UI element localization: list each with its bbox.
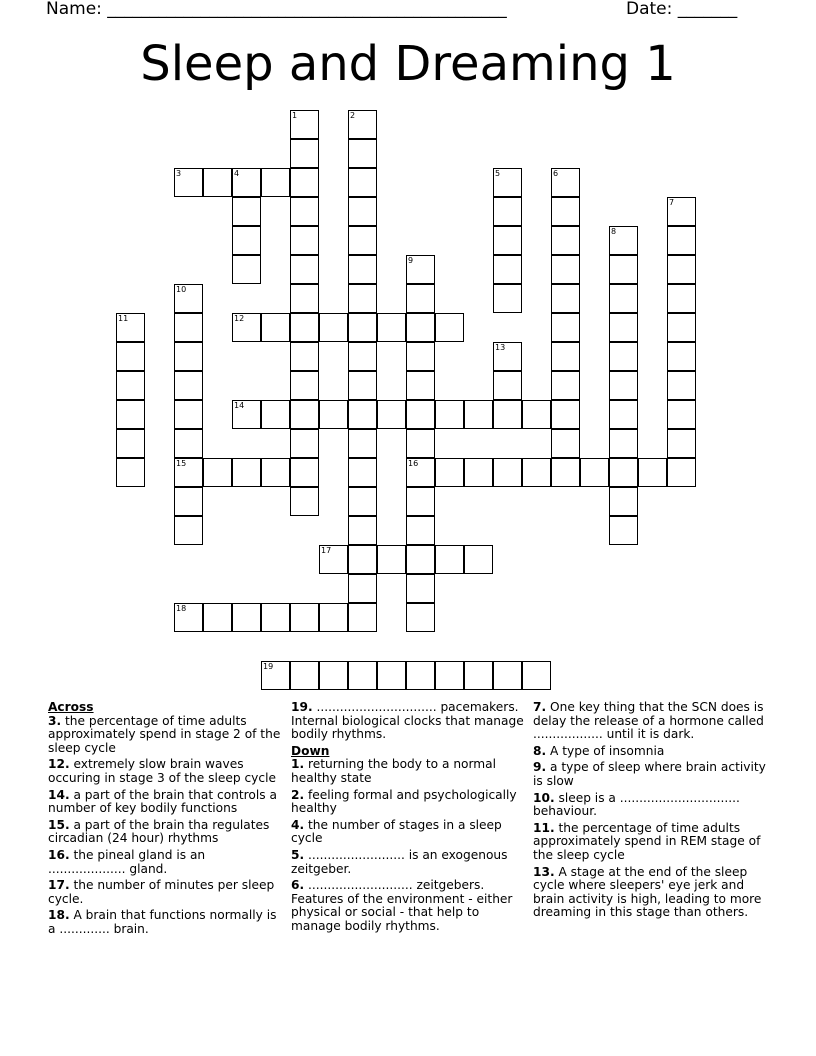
clue-down-7 bbox=[533, 701, 773, 742]
clue-number-label: 16 bbox=[408, 459, 419, 468]
grid-cell[interactable] bbox=[551, 226, 580, 255]
grid-cell[interactable] bbox=[667, 313, 696, 342]
clue-number: 19. bbox=[291, 700, 313, 714]
grid-cell[interactable] bbox=[232, 255, 261, 284]
grid-cell[interactable] bbox=[406, 429, 435, 458]
grid-cell[interactable] bbox=[290, 226, 319, 255]
grid-cell[interactable] bbox=[232, 458, 261, 487]
grid-cell[interactable] bbox=[406, 400, 435, 429]
clue-down-13 bbox=[533, 866, 773, 920]
date-field[interactable]: Date: _______ bbox=[626, 0, 738, 19]
grid-cell[interactable] bbox=[493, 284, 522, 313]
clue-number-label: 8 bbox=[611, 227, 617, 236]
grid-cell[interactable] bbox=[377, 400, 406, 429]
grid-cell[interactable] bbox=[493, 226, 522, 255]
grid-cell[interactable] bbox=[290, 313, 319, 342]
clue-down-2 bbox=[291, 789, 527, 816]
grid-cell[interactable] bbox=[464, 545, 493, 574]
clue-text: extremely slow brain waves occuring in stage 3 of the sleep cycle bbox=[48, 757, 276, 785]
grid-cell[interactable] bbox=[232, 603, 261, 632]
grid-cell[interactable] bbox=[667, 342, 696, 371]
grid-cell[interactable] bbox=[261, 168, 290, 197]
grid-cell[interactable] bbox=[290, 168, 319, 197]
grid-cell[interactable] bbox=[551, 197, 580, 226]
clue-text: sleep is a ............................... behaviour. bbox=[533, 790, 740, 819]
clue-number-label: 9 bbox=[408, 256, 414, 265]
grid-cell[interactable] bbox=[348, 661, 377, 690]
clue-number: 18. bbox=[48, 908, 70, 923]
grid-cell[interactable] bbox=[522, 400, 551, 429]
grid-cell[interactable] bbox=[667, 400, 696, 429]
grid-cell[interactable] bbox=[493, 371, 522, 400]
grid-cell[interactable] bbox=[551, 429, 580, 458]
grid-cell[interactable] bbox=[116, 458, 145, 487]
clue-down-9 bbox=[533, 761, 773, 788]
grid-cell[interactable] bbox=[319, 313, 348, 342]
grid-cell[interactable] bbox=[609, 342, 638, 371]
clue-number-label: 6 bbox=[553, 169, 559, 178]
clue-number: 13. bbox=[533, 864, 555, 879]
grid-cell[interactable] bbox=[609, 429, 638, 458]
grid-cell[interactable] bbox=[406, 313, 435, 342]
grid-cell[interactable] bbox=[348, 574, 377, 603]
grid-cell[interactable] bbox=[319, 603, 348, 632]
clue-text: the percentage of time adults approximately spend in stage 2 of the sleep cycle bbox=[48, 713, 281, 755]
clue-down-11 bbox=[533, 822, 773, 863]
grid-cell[interactable] bbox=[406, 371, 435, 400]
clue-number: 17. bbox=[48, 878, 70, 893]
grid-cell[interactable] bbox=[290, 284, 319, 313]
grid-cell[interactable] bbox=[290, 487, 319, 516]
clue-text: A type of insomnia bbox=[550, 743, 665, 758]
grid-cell[interactable] bbox=[667, 429, 696, 458]
grid-cell[interactable] bbox=[261, 458, 290, 487]
clue-number: 10. bbox=[533, 790, 555, 805]
clue-text: A brain that functions normally is a ............. brain. bbox=[48, 908, 277, 936]
clue-number: 14. bbox=[48, 787, 70, 802]
grid-cell[interactable] bbox=[203, 603, 232, 632]
clue-text: the number of minutes per sleep cycle. bbox=[48, 878, 275, 906]
grid-cell[interactable] bbox=[116, 371, 145, 400]
clue-down-8 bbox=[533, 745, 773, 759]
clue-number-label: 2 bbox=[350, 111, 356, 120]
grid-cell[interactable] bbox=[464, 458, 493, 487]
grid-cell[interactable] bbox=[290, 429, 319, 458]
grid-cell[interactable] bbox=[609, 313, 638, 342]
grid-cell[interactable] bbox=[493, 400, 522, 429]
clue-number: 5. bbox=[291, 847, 305, 862]
clue-number-label: 15 bbox=[176, 459, 187, 468]
grid-cell[interactable] bbox=[435, 545, 464, 574]
grid-cell[interactable] bbox=[348, 516, 377, 545]
clue-number-label: 1 bbox=[292, 111, 298, 120]
grid-cell[interactable] bbox=[667, 255, 696, 284]
grid-cell[interactable] bbox=[348, 342, 377, 371]
clues-column-3 bbox=[533, 701, 773, 923]
clue-down-6 bbox=[291, 879, 527, 933]
clue-number: 6. bbox=[291, 878, 305, 893]
grid-cell[interactable] bbox=[638, 458, 667, 487]
clue-text: the percentage of time adults approximately spend in REM stage of the sleep cycle bbox=[533, 820, 761, 862]
grid-cell[interactable] bbox=[232, 197, 261, 226]
clue-number: 4. bbox=[291, 817, 305, 832]
grid-cell[interactable] bbox=[609, 371, 638, 400]
clue-down-10 bbox=[533, 792, 773, 819]
clue-down-1 bbox=[291, 758, 527, 785]
grid-cell[interactable] bbox=[348, 458, 377, 487]
grid-cell[interactable] bbox=[116, 400, 145, 429]
grid-cell[interactable] bbox=[290, 458, 319, 487]
grid-cell[interactable] bbox=[348, 255, 377, 284]
grid-cell[interactable] bbox=[406, 516, 435, 545]
grid-cell[interactable] bbox=[348, 197, 377, 226]
clue-number: 12. bbox=[48, 757, 70, 772]
grid-cell[interactable] bbox=[406, 284, 435, 313]
across-heading: Across bbox=[48, 700, 94, 714]
grid-cell[interactable] bbox=[348, 371, 377, 400]
grid-cell[interactable] bbox=[435, 661, 464, 690]
grid-cell[interactable] bbox=[377, 661, 406, 690]
clue-number: 2. bbox=[291, 787, 305, 802]
clue-text: A stage at the end of the sleep cycle where sleepers' eye jerk and brain activity is high, leading to more dreaming in this stage than others. bbox=[533, 864, 762, 920]
grid-cell[interactable] bbox=[290, 371, 319, 400]
clue-text: feeling formal and psychologically healthy bbox=[291, 787, 517, 816]
grid-cell[interactable] bbox=[667, 284, 696, 313]
clue-across-12 bbox=[48, 758, 284, 785]
clue-text: a part of the brain that controls a number of key bodily functions bbox=[48, 787, 277, 816]
clue-number-label: 11 bbox=[118, 314, 129, 323]
grid-cell[interactable] bbox=[174, 400, 203, 429]
grid-cell[interactable] bbox=[551, 313, 580, 342]
grid-cell[interactable] bbox=[377, 545, 406, 574]
grid-cell[interactable] bbox=[406, 342, 435, 371]
page-title: Sleep and Dreaming 1 bbox=[140, 36, 676, 92]
clue-down-4 bbox=[291, 819, 527, 846]
grid-cell[interactable] bbox=[348, 313, 377, 342]
grid-cell[interactable] bbox=[290, 661, 319, 690]
clue-number-label: 14 bbox=[234, 401, 245, 410]
clue-number-label: 5 bbox=[495, 169, 501, 178]
clue-across-14 bbox=[48, 789, 284, 816]
grid-cell[interactable] bbox=[348, 139, 377, 168]
grid-cell[interactable] bbox=[261, 603, 290, 632]
grid-cell[interactable] bbox=[667, 371, 696, 400]
grid-cell[interactable] bbox=[348, 284, 377, 313]
grid-cell[interactable] bbox=[435, 313, 464, 342]
grid-cell[interactable] bbox=[551, 371, 580, 400]
clue-number: 16. bbox=[48, 847, 70, 862]
grid-cell[interactable] bbox=[232, 226, 261, 255]
clue-number-label: 4 bbox=[234, 169, 240, 178]
grid-cell[interactable] bbox=[493, 197, 522, 226]
clue-number: 7. bbox=[533, 700, 547, 714]
clue-across-15 bbox=[48, 819, 284, 846]
grid-cell[interactable] bbox=[348, 168, 377, 197]
grid-cell[interactable] bbox=[348, 226, 377, 255]
grid-cell[interactable] bbox=[348, 429, 377, 458]
grid-cell[interactable] bbox=[609, 487, 638, 516]
grid-cell[interactable] bbox=[290, 255, 319, 284]
grid-cell[interactable] bbox=[551, 342, 580, 371]
grid-cell[interactable] bbox=[116, 342, 145, 371]
grid-cell[interactable] bbox=[174, 429, 203, 458]
grid-cell[interactable] bbox=[261, 313, 290, 342]
grid-cell[interactable] bbox=[493, 255, 522, 284]
clue-text: the pineal gland is an .................... gland. bbox=[48, 847, 206, 876]
clue-number-label: 10 bbox=[176, 285, 187, 294]
grid-cell[interactable] bbox=[580, 458, 609, 487]
grid-cell[interactable] bbox=[435, 400, 464, 429]
clue-text: a part of the brain tha regulates circadian (24 hour) rhythms bbox=[48, 817, 270, 846]
grid-cell[interactable] bbox=[609, 400, 638, 429]
grid-cell[interactable] bbox=[319, 400, 348, 429]
grid-cell[interactable] bbox=[522, 458, 551, 487]
clue-across-3 bbox=[48, 715, 284, 756]
grid-cell[interactable] bbox=[174, 516, 203, 545]
grid-cell[interactable] bbox=[348, 487, 377, 516]
grid-cell[interactable] bbox=[348, 545, 377, 574]
grid-cell[interactable] bbox=[493, 458, 522, 487]
grid-cell[interactable] bbox=[174, 487, 203, 516]
clue-number-label: 12 bbox=[234, 314, 245, 323]
clue-across-16 bbox=[48, 849, 284, 876]
grid-cell[interactable] bbox=[406, 487, 435, 516]
grid-cell[interactable] bbox=[493, 661, 522, 690]
grid-cell[interactable] bbox=[609, 255, 638, 284]
clue-across-18 bbox=[48, 909, 284, 936]
clue-number-label: 17 bbox=[321, 546, 332, 555]
grid-cell[interactable] bbox=[609, 516, 638, 545]
clue-number: 1. bbox=[291, 757, 305, 772]
clue-number: 9. bbox=[533, 760, 547, 775]
grid-cell[interactable] bbox=[290, 342, 319, 371]
grid-cell[interactable] bbox=[406, 574, 435, 603]
grid-cell[interactable] bbox=[290, 400, 319, 429]
clue-number-label: 3 bbox=[176, 169, 182, 178]
clue-text: returning the body to a normal healthy state bbox=[291, 757, 497, 785]
grid-cell[interactable] bbox=[174, 342, 203, 371]
grid-cell[interactable] bbox=[406, 661, 435, 690]
grid-cell[interactable] bbox=[290, 603, 319, 632]
clue-number-label: 19 bbox=[263, 662, 274, 671]
grid-cell[interactable] bbox=[406, 603, 435, 632]
clue-number: 15. bbox=[48, 817, 70, 832]
grid-cell[interactable] bbox=[377, 313, 406, 342]
grid-cell[interactable] bbox=[174, 313, 203, 342]
clues-column-1 bbox=[48, 701, 284, 940]
grid-cell[interactable] bbox=[435, 458, 464, 487]
grid-cell[interactable] bbox=[609, 284, 638, 313]
grid-cell[interactable] bbox=[319, 661, 348, 690]
grid-cell[interactable] bbox=[551, 284, 580, 313]
grid-cell[interactable] bbox=[261, 400, 290, 429]
grid-cell[interactable] bbox=[290, 139, 319, 168]
grid-cell[interactable] bbox=[667, 226, 696, 255]
grid-cell[interactable] bbox=[609, 458, 638, 487]
clue-text: ............................... pacemakers. Internal biological clocks that manage bodily rhythms. bbox=[291, 700, 524, 742]
grid-cell[interactable] bbox=[406, 545, 435, 574]
grid-cell[interactable] bbox=[464, 661, 493, 690]
clue-text: ........................... zeitgebers. Features of the environment - either physical or social - that help to manage bodily rhythms. bbox=[291, 878, 513, 933]
clue-across-17 bbox=[48, 879, 284, 906]
grid-cell[interactable] bbox=[551, 255, 580, 284]
clue-down-5 bbox=[291, 849, 527, 876]
clue-number: 3. bbox=[48, 713, 62, 728]
clue-number-label: 7 bbox=[669, 198, 675, 207]
clue-text: One key thing that the SCN does is delay the release of a hormone called .................. until it is dark. bbox=[533, 700, 764, 742]
clue-number: 8. bbox=[533, 743, 547, 758]
name-field[interactable]: Name: _______________________________________________ bbox=[46, 0, 507, 19]
grid-cell[interactable] bbox=[348, 400, 377, 429]
clue-number-label: 13 bbox=[495, 343, 506, 352]
grid-cell[interactable] bbox=[551, 400, 580, 429]
clue-number: 11. bbox=[533, 820, 555, 835]
grid-cell[interactable] bbox=[348, 603, 377, 632]
grid-cell[interactable] bbox=[174, 371, 203, 400]
clues-column-2 bbox=[291, 701, 527, 937]
clue-across-19 bbox=[291, 701, 527, 742]
grid-cell[interactable] bbox=[203, 458, 232, 487]
grid-cell[interactable] bbox=[551, 458, 580, 487]
clue-number-label: 18 bbox=[176, 604, 187, 613]
grid-cell[interactable] bbox=[464, 400, 493, 429]
grid-cell[interactable] bbox=[667, 458, 696, 487]
clue-text: the number of stages in a sleep cycle bbox=[291, 817, 502, 846]
clue-text: ......................... is an exogenous zeitgeber. bbox=[291, 847, 508, 876]
grid-cell[interactable] bbox=[203, 168, 232, 197]
down-heading: Down bbox=[291, 743, 330, 758]
grid-cell[interactable] bbox=[290, 197, 319, 226]
grid-cell[interactable] bbox=[522, 661, 551, 690]
grid-cell[interactable] bbox=[116, 429, 145, 458]
clue-text: a type of sleep where brain activity is slow bbox=[533, 760, 766, 788]
